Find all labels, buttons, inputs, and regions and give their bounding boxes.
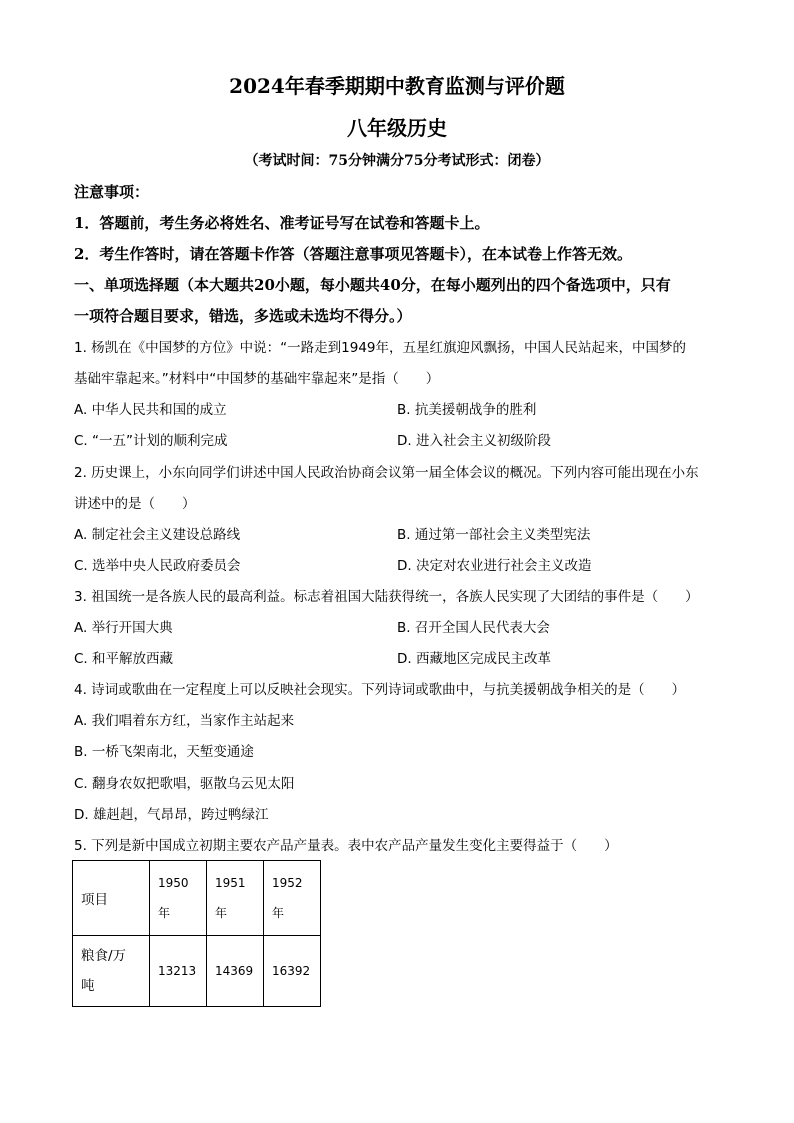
question-3-option-b: B. 召开全国人民代表大会 <box>397 620 550 636</box>
question-4-option-a: A. 我们唱着东方红，当家作主站起来 <box>74 713 295 729</box>
table-cell-1952: 16392 <box>264 936 321 1007</box>
notice-item-1: 1．答题前，考生务必将姓名、准考证号写在试卷和答题卡上。 <box>74 214 490 232</box>
exam-subject: 八年级历史 <box>347 116 447 140</box>
question-2-option-a: A. 制定社会主义建设总路线 <box>74 527 241 543</box>
year-suffix: 年 <box>158 906 171 920</box>
question-1-option-b: B. 抗美援朝战争的胜利 <box>397 402 537 418</box>
question-1-option-c: C. “一五”计划的顺利完成 <box>74 433 228 449</box>
production-table <box>72 860 321 1007</box>
question-2-stem-line2: 讲述中的是（ ） <box>74 496 196 512</box>
question-1-option-a: A. 中华人民共和国的成立 <box>74 402 227 418</box>
question-3-option-c: C. 和平解放西藏 <box>74 651 174 667</box>
notice-heading: 注意事项： <box>74 183 150 201</box>
question-2-stem-line1: 2. 历史课上，小东向同学们讲述中国人民政治协商会议第一届全体会议的概况。下列内容可能出现在小东 <box>74 465 699 481</box>
question-2-option-d: D. 决定对农业进行社会主义改造 <box>397 558 592 574</box>
question-1-option-d: D. 进入社会主义初级阶段 <box>397 433 551 449</box>
table-header-year-1951 <box>207 861 264 936</box>
exam-info: （考试时间：75分钟满分75分考试形式：闭卷） <box>244 153 550 169</box>
row-label-line2: 吨 <box>81 978 95 994</box>
table-header-year-1952 <box>264 861 321 936</box>
notice-item-2: 2．考生作答时，请在答题卡作答（答题注意事项见答题卡），在本试卷上作答无效。 <box>74 245 632 263</box>
question-1-stem-line2: 基础牢靠起来。”材料中“中国梦的基础牢靠起来”是指（ ） <box>74 371 440 387</box>
question-5-stem: 5. 下列是新中国成立初期主要农产品产量表。表中农产品产量发生变化主要得益于（ ） <box>74 838 618 854</box>
year-number: 1952 <box>272 876 303 890</box>
section-1-heading-line2: 一项符合题目要求，错选，多选或未选均不得分。） <box>74 307 412 325</box>
section-1-heading-line1: 一、单项选择题（本大题共20小题，每小题共40分，在每小题列出的四个备选项中，只有 <box>74 276 671 294</box>
table-header-item: 项目 <box>73 861 150 936</box>
question-4-option-b: B. 一桥飞架南北，天堑变通途 <box>74 744 254 760</box>
row-label-line1: 粮食/万 <box>81 948 127 964</box>
year-number: 1950 <box>158 876 189 890</box>
question-3-option-a: A. 举行开国大典 <box>74 620 173 636</box>
question-4-option-c: C. 翻身农奴把歌唱，驱散乌云见太阳 <box>74 776 295 792</box>
year-suffix: 年 <box>215 906 228 920</box>
question-3-stem: 3. 祖国统一是各族人民的最高利益。标志着祖国大陆获得统一，各族人民实现了大团结的事件是（ ） <box>74 589 699 605</box>
table-header-year-1950 <box>150 861 207 936</box>
question-2-option-b: B. 通过第一部社会主义类型宪法 <box>397 527 591 543</box>
question-2-option-c: C. 选举中央人民政府委员会 <box>74 558 241 574</box>
table-row <box>73 936 321 1007</box>
table-cell-1951: 14369 <box>207 936 264 1007</box>
question-4-option-d: D. 雄赳赳，气昂昂，跨过鸭绿江 <box>74 807 269 823</box>
year-suffix: 年 <box>272 906 285 920</box>
question-3-option-d: D. 西藏地区完成民主改革 <box>397 651 551 667</box>
table-cell-1950: 13213 <box>150 936 207 1007</box>
year-number: 1951 <box>215 876 246 890</box>
table-row-label <box>73 936 150 1007</box>
question-4-stem: 4. 诗词或歌曲在一定程度上可以反映社会现实。下列诗词或歌曲中，与抗美援朝战争相关的是（ ） <box>74 682 686 698</box>
question-1-stem-line1: 1. 杨凯在《中国梦的方位》中说：“一路走到1949年，五星红旗迎风飘扬，中国人民站起来，中国梦的 <box>74 340 687 356</box>
exam-title: 2024年春季期期中教育监测与评价题 <box>229 74 565 98</box>
